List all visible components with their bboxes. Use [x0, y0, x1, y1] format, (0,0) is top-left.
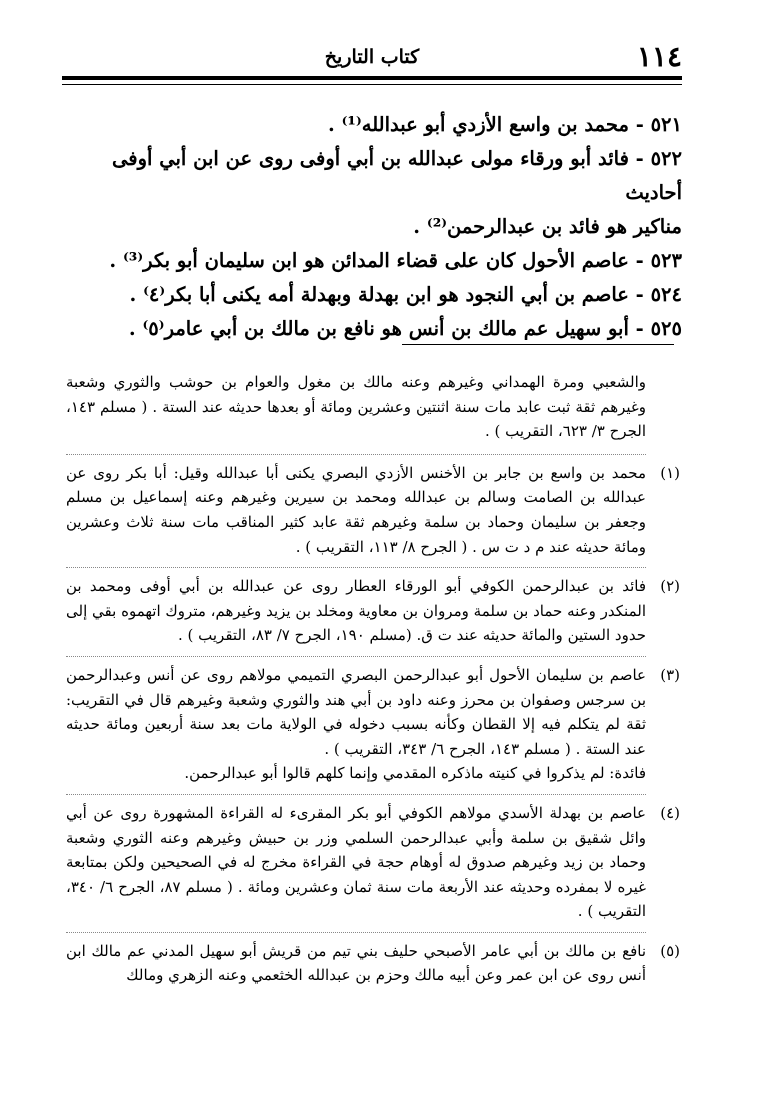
- footnote-1: [66, 461, 680, 559]
- footnote-number: (١): [660, 463, 680, 482]
- entry-522-continued: مناكير هو فائد بن عبدالرحمن⁽²⁾ .: [413, 215, 682, 238]
- footnotes: [66, 370, 680, 996]
- footnote-text: فائد بن عبدالرحمن الكوفي أبو الورقاء العطار روى عن عبدالله بن أبي أوفى ومحمد بن المنكدر وعنه حماد بن سلمة ومروان بن معاوية ومخلد بن يزيد وغيرهم، متروك اتهموه بقي إلى حدود الستين والمائة حديثه عند ت ق. (مسلم ١٩٠، الجرح ٧/ ٨٣، التقريب ) .: [66, 577, 646, 645]
- footnote-divider: [66, 932, 646, 933]
- footnote-number: (٥): [660, 941, 680, 960]
- footnote-number: (٢): [660, 577, 680, 596]
- footnote-divider: [66, 794, 646, 795]
- footnote-number: (٤): [660, 803, 680, 822]
- footnote-separator: [402, 344, 674, 345]
- entry-524: ٥٢٤ - عاصم بن أبي النجود هو ابن بهدلة وبهدلة أمه يكنى أبا بكر⁽٤⁾ .: [129, 283, 682, 306]
- header-rule-thick: [62, 76, 682, 80]
- footnote-text: محمد بن واسع بن جابر بن الأخنس الأزدي البصري يكنى أبا عبدالله وقيل: أبا بكر روى عن عبدالله بن الصامت وسالم بن عبدالله ومحمد بن سيرين وغيرهم وعنه إسماعيل بن مسلم وجعفر بن سليمان وحماد بن سلمة وغيرهم ثقة عابد كثير المناقب مات سنة ثلاث وعشرين ومائة حديثه عند م د ت س . ( الجرح ٨/ ١١٣، التقريب ) .: [66, 463, 646, 556]
- book-title: كتاب التاريخ: [324, 46, 420, 68]
- header-rule-thin: [62, 84, 682, 85]
- footnote-benefit: فائدة: لم يذكروا في كنيته ماذكره المقدمي وإنما كلهم قالوا أبو عبدالرحمن.: [184, 764, 646, 783]
- entry-521: ٥٢١ - محمد بن واسع الأزدي أبو عبدالله⁽¹⁾ .: [328, 113, 682, 136]
- footnote-4: [66, 801, 680, 924]
- page-number: ١١٤: [636, 40, 682, 73]
- footnote-divider: [66, 656, 646, 657]
- main-entries: [60, 108, 682, 346]
- footnote-divider: [66, 567, 646, 568]
- footnote-continued: [66, 370, 680, 444]
- page-header: [62, 42, 682, 72]
- footnote-number: (٣): [660, 665, 680, 684]
- footnote-3: [66, 663, 680, 786]
- footnote-2: [66, 574, 680, 648]
- footnote-5: [66, 939, 680, 988]
- entry-525: ٥٢٥ - أبو سهيل عم مالك بن أنس هو نافع بن مالك بن أبي عامر⁽٥⁾ .: [128, 317, 682, 340]
- footnote-text: عاصم بن بهدلة الأسدي مولاهم الكوفي أبو بكر المقرىء له القراءة المشهورة روى عن أبي وائل شقيق بن سلمة وأبي عبدالرحمن السلمي وزر بن حبيش وغيرهم وعنه الثوري وشعبة وحماد بن زيد وغيرهم صدوق له أوهام حجة في القراءة مخرج له في الصحيحين ولكن بمتابعة غيره لا بمفرده وحديثه عند الأربعة مات سنة ثمان وعشرين ومائة . ( مسلم ٨٧، الجرح ٦/ ٣٤٠، التقريب ) .: [66, 803, 646, 921]
- footnote-text: نافع بن مالك بن أبي عامر الأصبحي حليف بني تيم من قريش أبو سهيل المدني عم مالك ابن أنس روى عن ابن عمر وعن أبيه مالك وحزم بن عبدالله الخثعمي وعنه الزهري ومالك: [66, 941, 646, 985]
- entry-523: ٥٢٣ - عاصم الأحول كان على قضاء المدائن هو ابن سليمان أبو بكر⁽³⁾ .: [109, 249, 682, 272]
- footnote-text: عاصم بن سليمان الأحول أبو عبدالرحمن البصري التميمي مولاهم روى عن أنس وعبدالرحمن بن سرجس وصفوان بن محرز وعنه داود بن أبي هند والثوري وشعبة وغيرهم قال في التقريب: ثقة لم يتكلم فيه إلا القطان وكأنه بسبب دخوله في الولاية مات بعد سنة أربعين ومائة حديثه عند الستة . ( مسلم ١٤٣، الجرح ٦/ ٣٤٣، التقريب ) .: [66, 665, 646, 758]
- entry-522: ٥٢٢ - فائد أبو ورقاء مولى عبدالله بن أبي أوفى روى عن ابن أبي أوفى أحاديث: [112, 147, 682, 204]
- footnote-continued-text: والشعبي ومرة الهمداني وغيرهم وعنه مالك بن مغول والعوام بن حوشب والثوري وشعبة وغيرهم ثقة ثبت عابد مات سنة اثنتين وعشرين ومائة أو بعدها حديثه عند الستة . ( مسلم ١٤٣، الجرح ٣/ ٦٢٣، التقريب ) .: [66, 373, 646, 441]
- footnote-divider: [66, 454, 646, 455]
